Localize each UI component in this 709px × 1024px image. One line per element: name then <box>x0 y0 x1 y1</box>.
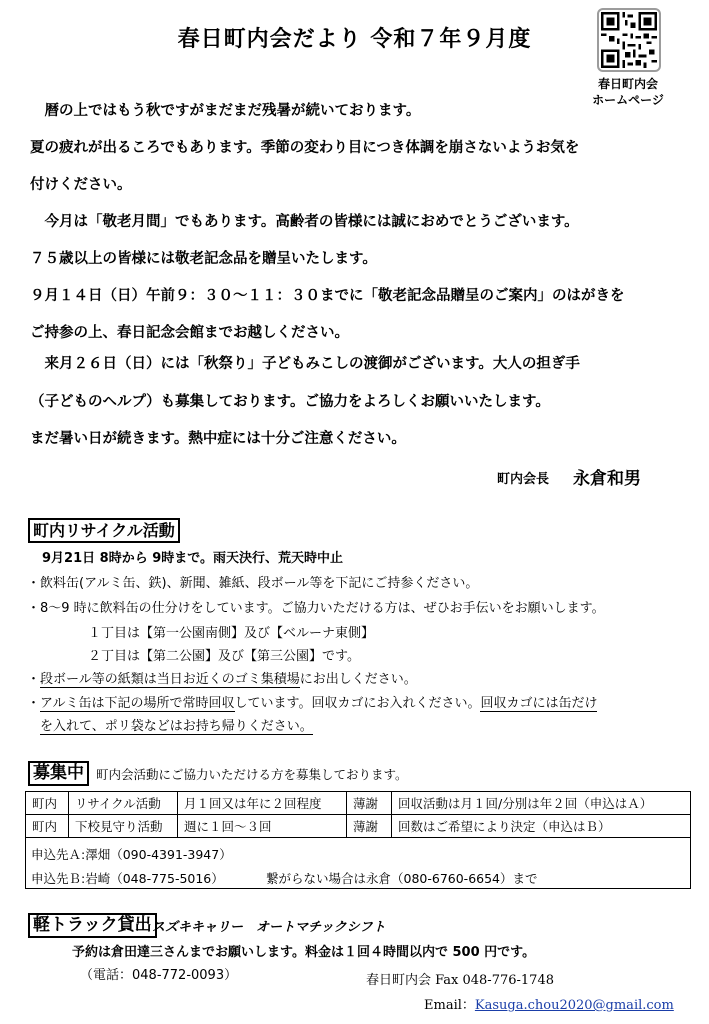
letter-line: ご持参の上、春日記念会館までお越しください。 <box>30 325 349 341</box>
bullet: ・ <box>27 672 41 687</box>
recruit-reward: 薄謝 <box>347 792 392 815</box>
truck-reserve: 予約は倉田達三さんまでお願いします。料金は１回４時間以内で 500 円です。 <box>72 945 536 960</box>
recruit-reward: 薄謝 <box>347 815 392 838</box>
recycle-schedule: 9月21日 8時から 9時まで。雨天決行、荒天時中止 <box>42 551 344 566</box>
qr-caption-1: 春日町内会 <box>597 77 658 91</box>
email-link[interactable]: Kasuga.chou2020@gmail.com <box>474 998 674 1013</box>
letter-line: 夏の疲れが出るころでもあります。季節の変わり目につき体調を崩さないようお気を <box>30 140 580 156</box>
recruit-note: 回数はご希望により決定（申込はＢ） <box>392 815 691 838</box>
recycle-location: ２丁目は【第二公園】及び【第三公園】です。 <box>88 649 360 664</box>
apply-contact-b: 申込先Ｂ:岩崎（048-775-5016） <box>31 871 224 886</box>
page-title: 春日町内会だより 令和７年９月度 <box>177 27 532 52</box>
letter-line: （子どものヘルプ）も募集しております。ご協力をよろしくお願いいたします。 <box>30 394 550 410</box>
table-row <box>26 792 691 815</box>
email-line <box>424 994 674 1013</box>
email-label: Email： <box>424 998 475 1013</box>
truck-phone: （電話：048-772-0093） <box>80 968 238 983</box>
recruit-frequency: 週に１回～３回 <box>178 815 347 838</box>
letter-line: ９月１４日（日）午前９：３０～１１：３０までに「敬老記念品贈呈のご案内」のはがきを <box>30 288 625 304</box>
bullet: ・ <box>27 696 41 711</box>
recruit-subtitle: 町内会活動にご協力いただける方を募集しております。 <box>96 767 408 782</box>
qr-caption-2: ホームページ <box>592 93 664 107</box>
recycle-item <box>27 668 417 687</box>
recycle-text: しています。回収カゴにお入れください。 <box>234 696 481 711</box>
recycle-item: ・飲料缶(アルミ缶、鉄)、新聞、雑紙、段ボール等を下記にご持参ください。 <box>27 576 479 591</box>
recycle-highlight: アルミ缶は下記の場所で常時回収 <box>40 696 235 711</box>
apply-contact-fallback: 繋がらない場合は永倉（080-6760-6654）まで <box>266 871 538 886</box>
recruit-heading: 募集中 <box>28 761 89 786</box>
recycle-highlight: 回収カゴには缶だけ <box>480 696 598 711</box>
recruit-activity: 下校見守り活動 <box>69 815 178 838</box>
letter-line: 付けください。 <box>30 177 132 193</box>
recycle-heading: 町内リサイクル活動 <box>28 518 180 543</box>
letter-line: まだ暑い日が続きます。熱中症には十分ご注意ください。 <box>30 431 406 447</box>
apply-contact-a: 申込先Ａ:澤畑（090-4391-3947） <box>31 847 232 862</box>
recycle-highlight: 段ボール等の紙類は当日お近くのゴミ集積場 <box>40 672 300 687</box>
truck-heading: 軽トラック貸出 <box>28 913 157 938</box>
recruit-category: 町内 <box>26 815 69 838</box>
letter-line: 今月は「敬老月間」でもあります。高齢者の皆様には誠におめでとうございます。 <box>30 214 579 230</box>
letter-line: 来月２６日（日）には「秋祭り」子どもみこしの渡御がございます。大人の担ぎ手 <box>30 356 580 372</box>
truck-model: スズキキャリー オートマチックシフト <box>152 920 386 935</box>
table-row <box>26 815 691 838</box>
signature-role: 町内会長 <box>497 472 550 487</box>
recruit-table <box>25 791 691 838</box>
recycle-item-cont <box>40 715 313 734</box>
recycle-location: １丁目は【第一公園南側】及び【ベルーナ東側】 <box>88 626 375 641</box>
recycle-item <box>27 692 597 711</box>
qr-code-icon[interactable] <box>597 8 661 72</box>
letter-line: 暦の上ではもう秋ですがまだまだ残暑が続いております。 <box>30 103 421 119</box>
recruit-activity: リサイクル活動 <box>69 792 178 815</box>
recruit-frequency: 月１回又は年に２回程度 <box>178 792 347 815</box>
letter-line: ７５歳以上の皆様には敬老記念品を贈呈いたします。 <box>30 251 377 267</box>
recycle-text: にお出しください。 <box>299 672 417 687</box>
signature-name: 永倉和男 <box>573 469 641 489</box>
fax-number: 春日町内会 Fax 048-776-1748 <box>366 973 554 988</box>
recruit-note: 回収活動は月１回/分別は年２回（申込はＡ） <box>392 792 691 815</box>
recruit-category: 町内 <box>26 792 69 815</box>
recycle-highlight: を入れて、ポリ袋などはお持ち帰りください。 <box>40 719 313 734</box>
recycle-item: ・8～9 時に飲料缶の仕分けをしています。ご協力いただける方は、ぜひお手伝いをお願いします。 <box>27 601 605 616</box>
